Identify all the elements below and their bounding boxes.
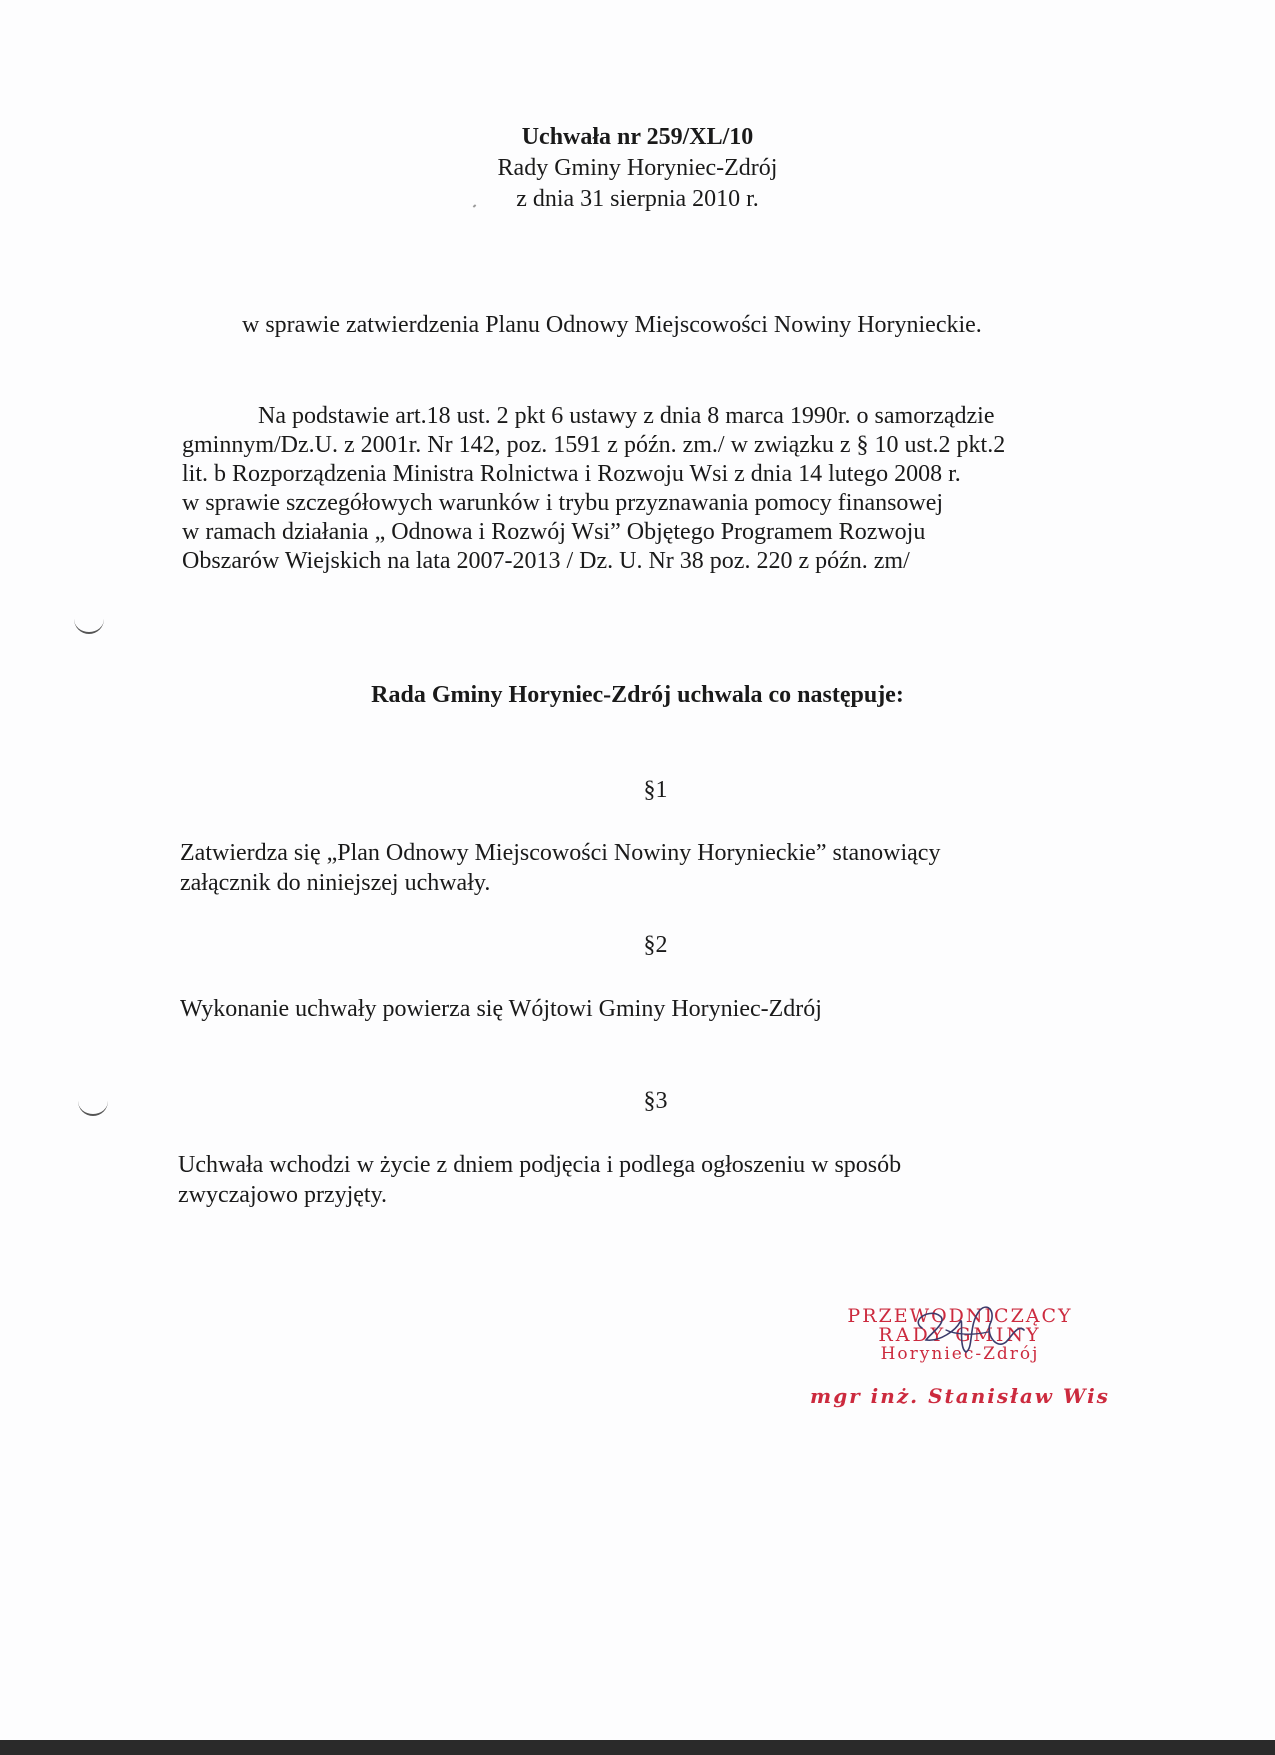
section-2-text	[180, 994, 822, 1024]
legal-basis	[182, 402, 1132, 576]
stamp-name: mgr inż. Stanisław Wis	[810, 1384, 1110, 1408]
section-3-label: §3	[643, 1088, 668, 1114]
legal-basis-line: Obszarów Wiejskich na lata 2007-2013 / Dz. U. Nr 38 poz. 220 z późn. zm/	[182, 548, 910, 574]
section-1-text	[180, 838, 940, 898]
scan-bottom-edge	[0, 1740, 1275, 1755]
resolution-council: Rady Gminy Horyniec-Zdrój	[497, 155, 778, 181]
resolution-header	[0, 122, 1275, 215]
resolves-heading: Rada Gminy Horyniec-Zdrój uchwala co następuje:	[371, 682, 904, 708]
legal-basis-line: lit. b Rozporządzenia Ministra Rolnictwa i Rozwoju Wsi z dnia 14 lutego 2008 r.	[182, 461, 961, 487]
section-3-line: Uchwała wchodzi w życie z dniem podjęcia i podlega ogłoszeniu w sposób	[178, 1152, 902, 1178]
section-1-line: Zatwierdza się „Plan Odnowy Miejscowości Nowiny Horynieckie” stanowiący	[180, 840, 941, 866]
punch-hole-upper	[74, 614, 104, 634]
section-1-label: §1	[643, 777, 668, 803]
resolution-date: z dnia 31 sierpnia 2010 r.	[516, 186, 759, 212]
resolution-subject: w sprawie zatwierdzenia Planu Odnowy Miejscowości Nowiny Horynieckie.	[242, 312, 982, 338]
handwritten-signature	[900, 1290, 1060, 1370]
legal-basis-line: w sprawie szczegółowych warunków i trybu przyznawania pomocy finansowej	[182, 490, 944, 516]
section-3-line: zwyczajowo przyjęty.	[178, 1182, 388, 1208]
legal-basis-line: gminnym/Dz.U. z 2001r. Nr 142, poz. 1591 z późn. zm./ w związku z § 10 ust.2 pkt.2	[182, 432, 1006, 458]
legal-basis-line: w ramach działania „ Odnowa i Rozwój Wsi” Objętego Programem Rozwoju	[182, 519, 926, 545]
section-2-label: §2	[643, 932, 668, 958]
section-3-text	[178, 1150, 901, 1210]
stamp-line-1: PRZEWODNICZĄCY	[847, 1305, 1073, 1327]
section-2-line: Wykonanie uchwały powierza się Wójtowi Gminy Horyniec-Zdrój	[180, 996, 822, 1022]
stamp-line-3: Horyniec-Zdrój	[880, 1344, 1040, 1364]
section-1-line: załącznik do niniejszej uchwały.	[180, 870, 491, 896]
legal-basis-line: Na podstawie art.18 ust. 2 pkt 6 ustawy z dnia 8 marca 1990r. o samorządzie	[258, 403, 995, 429]
stamp-line-2: RADY GMINY	[878, 1324, 1042, 1346]
resolution-title: Uchwała nr 259/XL/10	[521, 124, 754, 150]
